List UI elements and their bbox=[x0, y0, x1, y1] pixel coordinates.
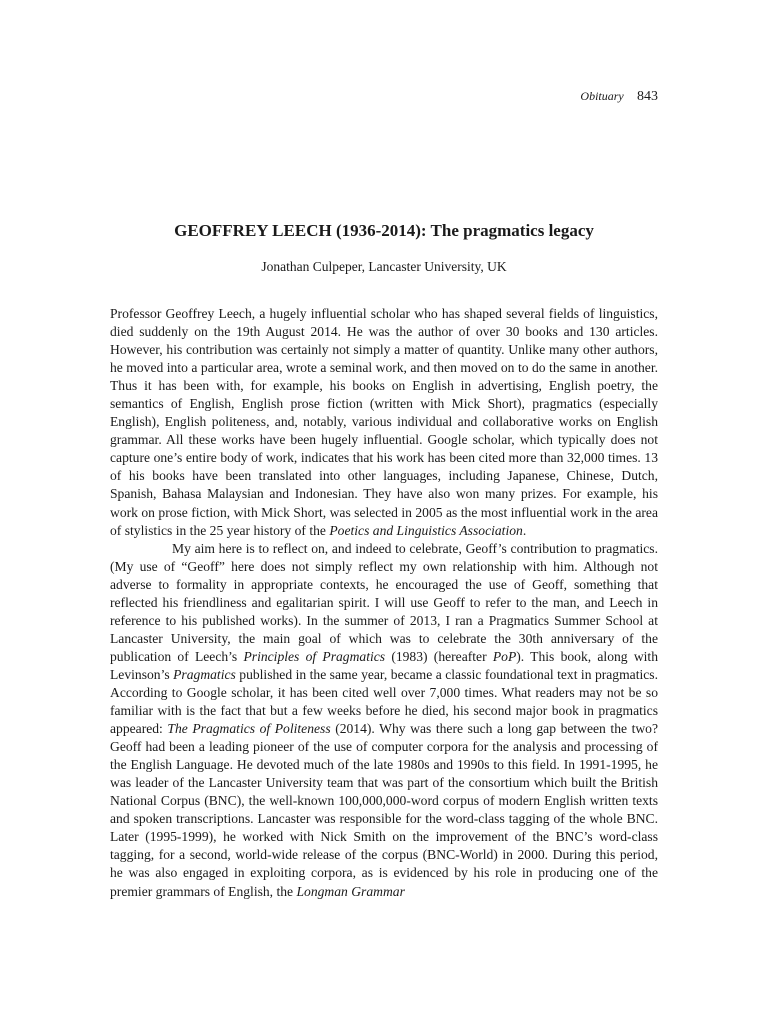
paragraph-2-text-4: published in the same year, became a classic foundational text in pragmatics. According to Google scholar, it has been cited well over 7,000 times. What readers may not be so familiar with is the fact that but a few weeks before he died, his second major book in pragmatics appeared: bbox=[110, 666, 658, 737]
paragraph-2-text-2: (1983) (hereafter bbox=[385, 648, 493, 664]
paragraph-2-text-5: (2014). Why was there such a long gap between the two? Geoff had been a leading pioneer of the use of computer corpora for the analysis and processing of the English Language. He devoted much of the late 1980s and 1990s to this field. In 1991-1995, he was leader of the Lancaster University team that was part of the consortium which built the British National Corpus (BNC), the well-known 100,000,000-word corpus of modern English written texts and spoken transcriptions. Lancaster was responsible for the word-class tagging of the whole BNC. Later (1995-1999), he worked with Nick Smith on the improvement of the BNC’s word-class tagging, for a second, world-wide release of the corpus (BNC-World) in 2000. During this period, he was also engaged in exploiting corpora, as is evidenced by his role in producing one of the premier grammars of English, the bbox=[110, 721, 659, 899]
page-number: 843 bbox=[637, 89, 658, 104]
paragraph-1-text: Professor Geoffrey Leech, a hugely influential scholar who has shaped several fields of linguistics, died suddenly on the 19th August 2014. He was the author of over 30 books and 130 articles. However, his contribution was certainly not simply a matter of quantity. Unlike many other authors, he moved into a particular area, wrote a seminal work, and then moved on to do the same in another. Thus it has been with, for example, his books on English in advertising, English poetry, the semantics of English, English prose fiction (written with Mick Short), pragmatics (especially English), English politeness, and, notably, various individual and collaborative works on English grammar. All these works have been hugely influential. Google scholar, which typically does not capture one’s entire body of work, indicates that his work has been cited more than 32,000 times. 13 of his books have been translated into other languages, including Japanese, Chinese, Dutch, Spanish, Bahasa Malaysian and Indonesian. They have also won many prizes. For example, his work on prose fiction, with Mick Short, was selected in 2005 as the most influential work in the area of stylistics in the 25 year history of the bbox=[110, 306, 658, 538]
paragraph-2 bbox=[110, 540, 658, 901]
paragraph-2-italic-politeness: The Pragmatics of Politeness bbox=[167, 721, 331, 737]
article-body bbox=[110, 305, 658, 901]
header-section-label: Obituary bbox=[580, 89, 624, 103]
article-author: Jonathan Culpeper, Lancaster University, UK bbox=[261, 259, 507, 274]
paragraph-2-italic-principles: Principles of Pragmatics bbox=[243, 648, 386, 664]
paragraph-2-text-3: ). This book, along with Levinson’s bbox=[110, 648, 658, 682]
paragraph-1-end: . bbox=[522, 522, 527, 538]
running-header bbox=[580, 88, 658, 105]
paragraph-2-italic-pop: PoP bbox=[492, 648, 517, 664]
paragraph-1 bbox=[110, 305, 658, 540]
paragraph-1-italic-association: Poetics and Linguistics Association bbox=[329, 522, 523, 538]
paragraph-2-italic-pragmatics: Pragmatics bbox=[173, 666, 236, 682]
paragraph-2-text-1: My aim here is to reflect on, and indeed to celebrate, Geoff’s contribution to pragmatics. (My use of “Geoff” here does not simply reflect my own relationship with him. Although not adverse to formality in appropriate contexts, he encouraged the use of Geoff, something that reflected his friendliness and egalitarian spirit. I will use Geoff to refer to the man, and Leech in reference to his published works). In the summer of 2013, I ran a Pragmatics Summer School at Lancaster University, the main goal of which was to celebrate the 30th anniversary of the publication of Leech’s bbox=[110, 540, 658, 664]
article-title: GEOFFREY LEECH (1936-2014): The pragmatics legacy bbox=[174, 221, 594, 240]
paragraph-2-italic-longman: Longman Grammar bbox=[296, 883, 405, 899]
